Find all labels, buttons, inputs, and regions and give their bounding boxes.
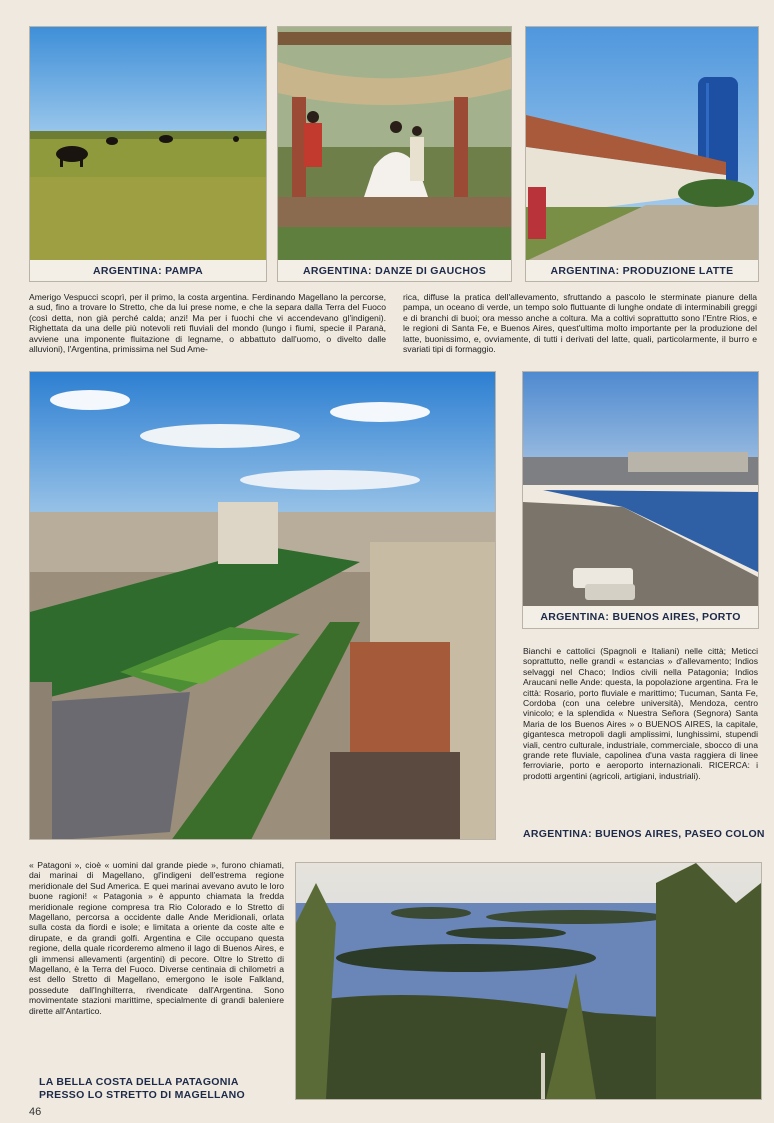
caption-patagonia-2: PRESSO LO STRETTO DI MAGELLANO: [39, 1089, 245, 1101]
caption-porto: ARGENTINA: BUENOS AIRES, PORTO: [522, 606, 759, 629]
text-vespucci-magellano: Amerigo Vespucci scoprì, per il primo, la costa argentina. Ferdinando Magellano la percorse, a sud, fino a trovare lo Stretto, che da lui prese nome, e che la separa dalla Terra del Fuoco (così detta, non già perché calda; anzi! Ma per i fuochi che vi accendevano gl'indigeni). Righettata da una delle più notevoli reti fluviali del mondo (lungo i fiumi, specie il Paranà, avviene una imponente fluitazione di legname, o abbattuto dall'uomo, o divelto dalle alluvioni), l'Argentina, primissima nel Sud Ame-: [29, 292, 386, 355]
page-number: 46: [29, 1106, 42, 1118]
text-patagonia: « Patagoni », cioè « uomini dal grande piede », furono chiamati, dai marinai di Magellano, gl'indigeni dell'estrema regione meridionale del Sud America. E quei marinai avevano avuto le loro buone ragioni! « Patagonia » è appunto chiamata la fredda meridionale regione compresa tra Rio Colorado e lo Stretto di Magellano, percorsa a occidente dalle Ande Meridionali, orlata sulla costa da fiordi e isole; e limitata a oriente da coste alte e dirupate, e da grandi golfi. Argentina e Cile occupano questa regione, della quale ricorderemo almeno il lago di Buenos Aires, e gli immensi allevamenti (argentini) di pecore. Oltre lo Stretto di Magellano, è la Terra del Fuoco. Diverse centinaia di chilometri a est dello Stretto di Magellano, emergono le isole Falkland, possedute dall'Inghilterra, rivendicate dall'Argentina. Sono movimentate stazioni marittime, specialmente di grandi baleniere dirette all'Antartico.: [29, 860, 284, 1016]
photo-paseo-colon: [29, 371, 496, 840]
photo-danze-gauchos: [277, 26, 512, 262]
text-allevamento-pampa: rica, diffuse la pratica dell'allevamento, sfruttando a pascolo le sterminate pianure della pampa, un oceano di verde, un tempo solo fluttuante di lunghe ondate di interminabili greggi e di branchi di buoi; ora messo anche a coltura. Ma a coltivi soprattutto sono l'Entre Rios, e le regioni di Santa Fe, e Buenos Aires, quest'ultima molto importante per la produzione del latte, buonissimo, e, ovviamente, di tutti i derivati del latte, quali, particolarmente, il burro e svariati tipi di formaggio.: [403, 292, 757, 355]
caption-danze-gauchos: ARGENTINA: DANZE DI GAUCHOS: [277, 260, 512, 282]
caption-pampa: ARGENTINA: PAMPA: [29, 260, 267, 282]
caption-paseo-colon: ARGENTINA: BUENOS AIRES, PASEO COLON: [523, 828, 765, 840]
photo-porto: [522, 371, 759, 608]
text-popolazione-citta: Bianchi e cattolici (Spagnoli e Italiani) nelle città; Meticci soprattutto, nelle grandi « estancias » d'allevamento; Indios selvaggi nel Chaco; Indios civili nella Patagonia; Indios Araucani nelle Ande: questa, la popolazione argentina. Fra le città: Rosario, porto fluviale e marittimo; Tucuman, Santa Fe, Cordoba (con una celebre università), Mendoza, centro vinicolo; e la splendida « Nuestra Señora (Segnora) Santa Maria de los Buenos Aires » o BUENOS AIRES, la capitale, gigantesca metropoli dagli amplissimi, lunghissimi, stupendi viali, centro culturale, industriale, commerciale, sbocco di una grande rete fluviale, capolinea d'una vasta raggiera di linee ferroviarie, porto e aeroporto internazionali. RICERCA: i prodotti argentini (agricoli, artigiani, industriali).: [523, 646, 758, 781]
photo-patagonia: [295, 862, 762, 1100]
photo-pampa: [29, 26, 267, 262]
photo-produzione-latte: [525, 26, 759, 262]
caption-patagonia-1: LA BELLA COSTA DELLA PATAGONIA: [39, 1076, 239, 1088]
caption-produzione-latte: ARGENTINA: PRODUZIONE LATTE: [525, 260, 759, 282]
